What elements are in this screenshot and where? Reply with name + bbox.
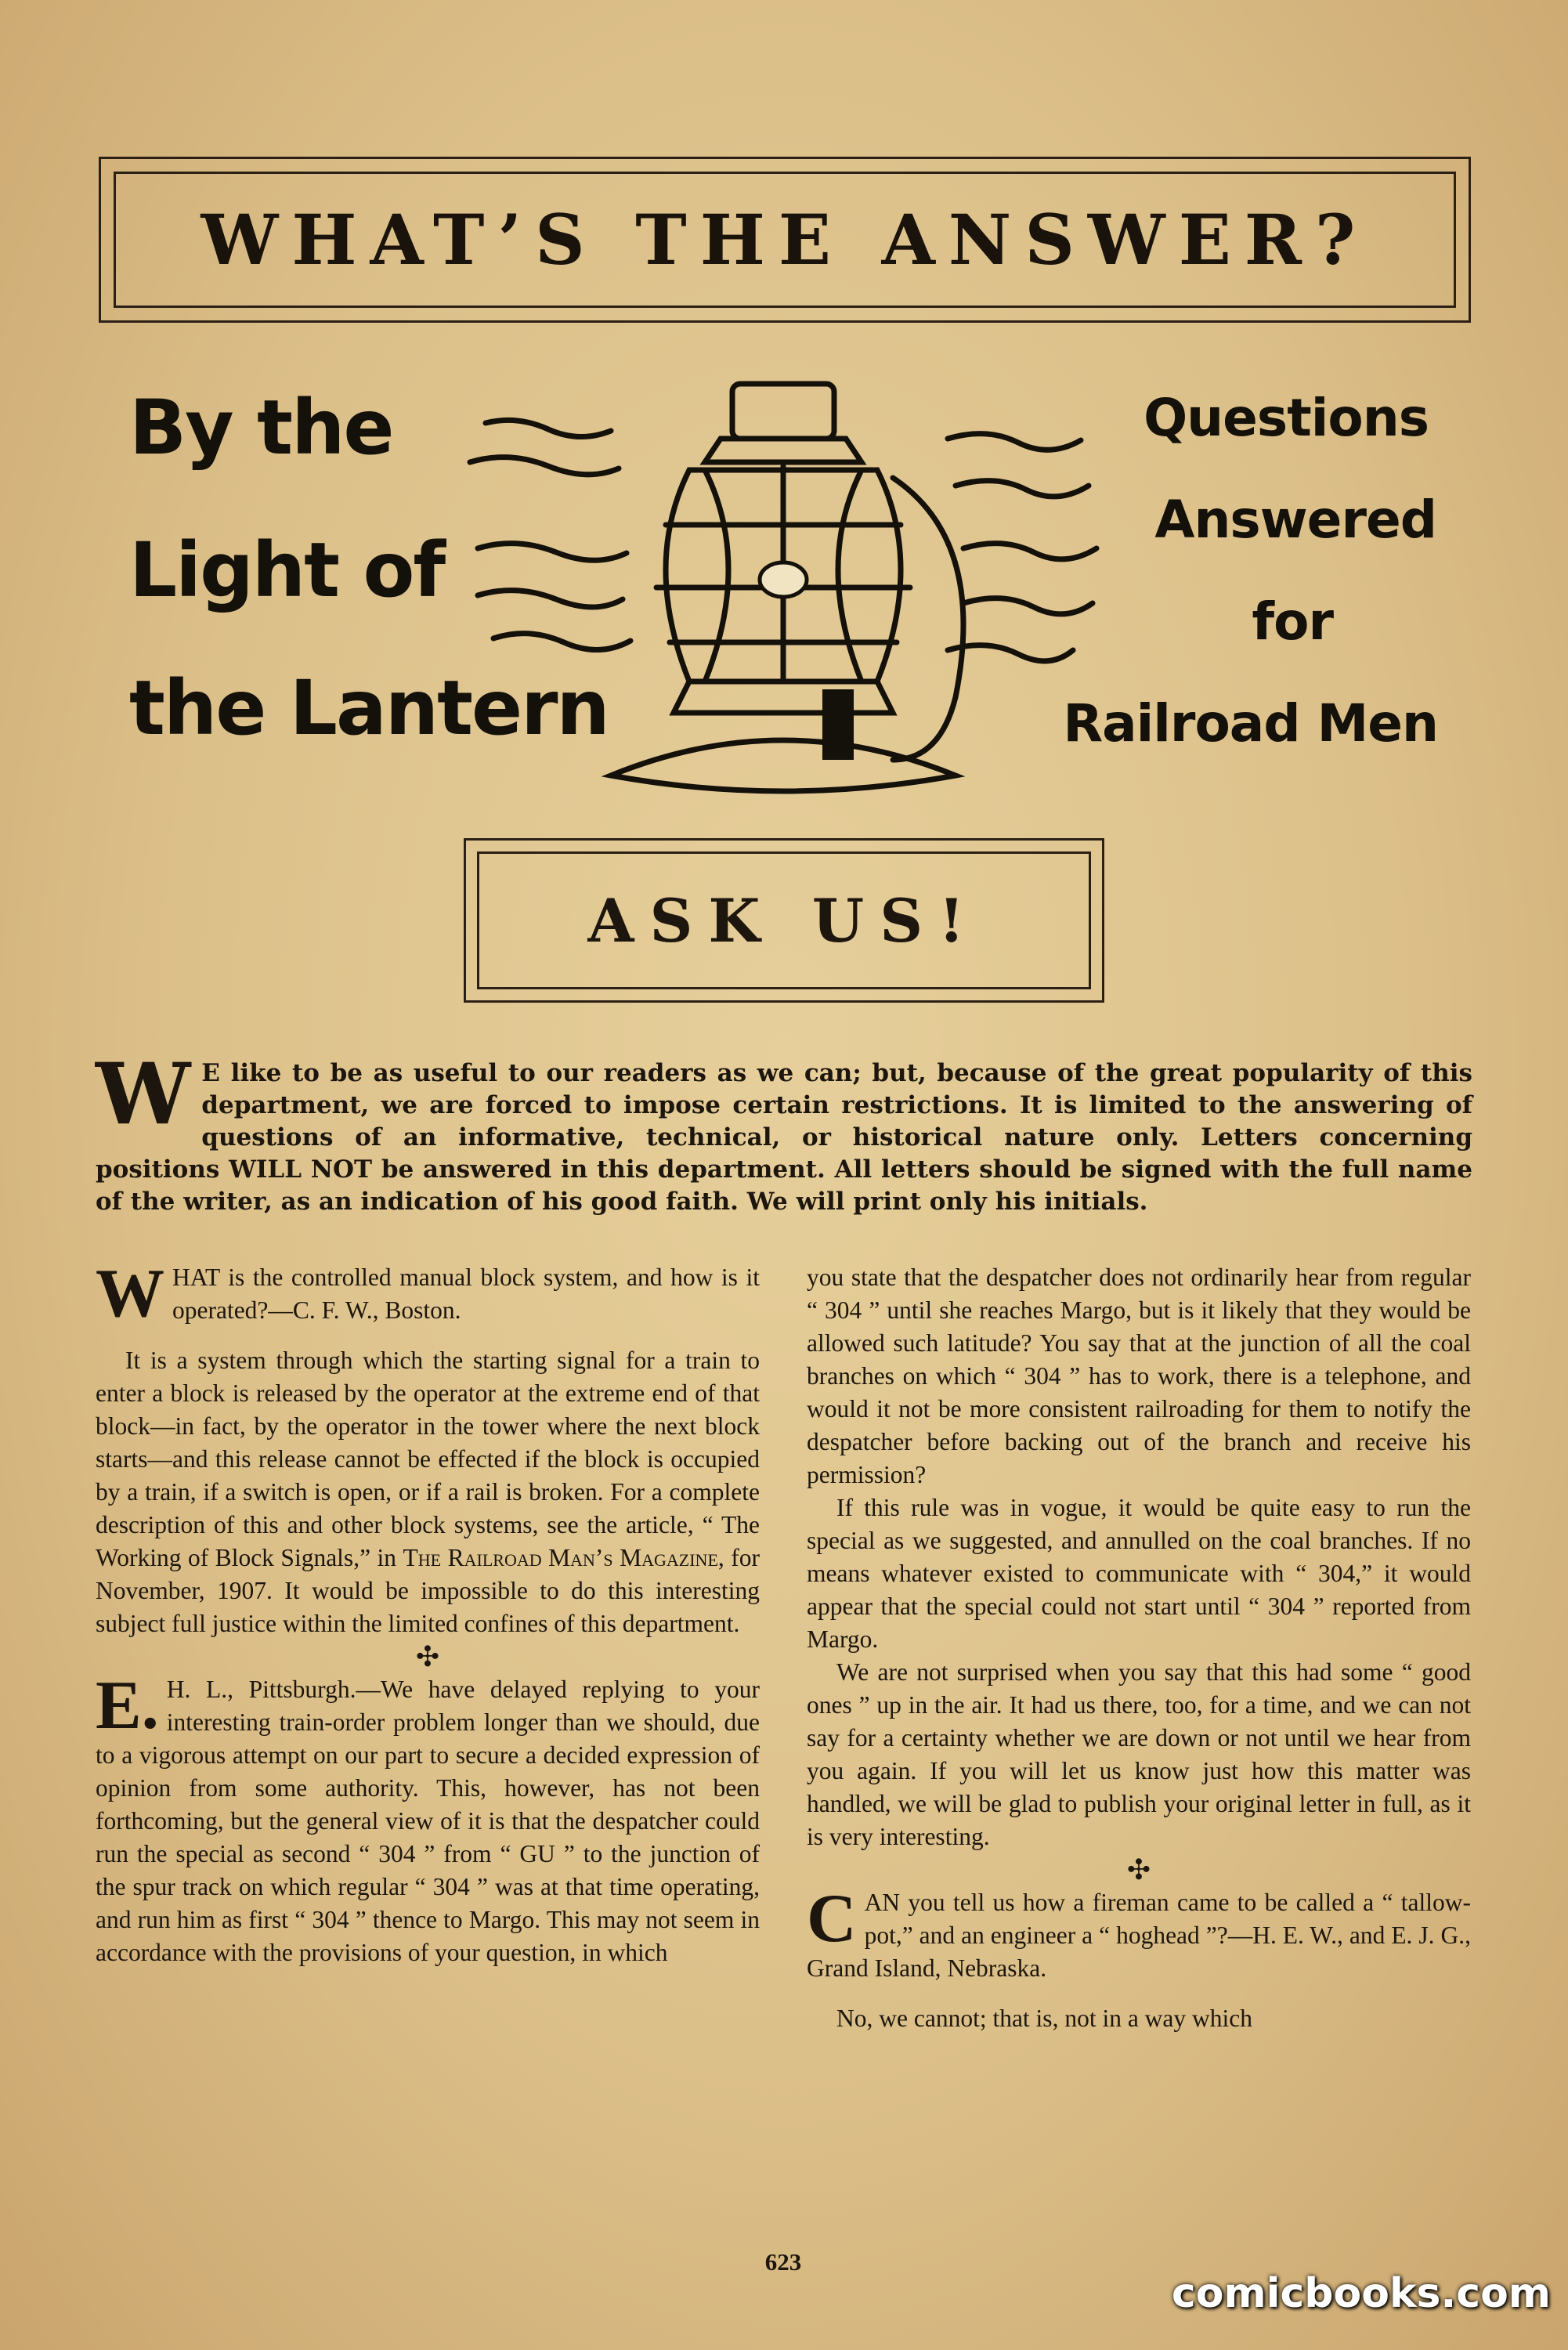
- magazine-name: The Railroad Man’s Magazine: [403, 1544, 718, 1571]
- question-2-text: H. L., Pittsburgh.—We have delayed replying to your interesting train-order problem longer than we should, due to a vigorous attempt on our part to secure a decided expression of opinion from some authority. This, however, has not been forthcoming, but the general view of it is that the despatcher could run the special as second “ 304 ” from “ GU ” to the junction of the spur track on which regular “ 304 ” was at that time operating, and run him as first “ 304 ” thence to Margo. This may not seem in accordance with the provisions of your question, in which: [96, 1676, 760, 1966]
- fleuron-ornament-icon: ✣: [1126, 1854, 1151, 1885]
- question-2: [96, 1668, 760, 1969]
- ask-us-heading: ASK US!: [587, 885, 981, 956]
- question-3: [807, 1881, 1471, 1985]
- title-box-inner: [114, 172, 1456, 308]
- intro-paragraph: [96, 1045, 1472, 1218]
- railroad-lantern-illustration: [454, 368, 1112, 807]
- banner-right-line-1: Questions: [1143, 388, 1429, 448]
- answer-3-start: No, we cannot; that is, not in a way which: [836, 2005, 1253, 2032]
- title-box: [99, 157, 1471, 323]
- left-column: [96, 1256, 760, 1969]
- banner-right-line-2: Answered: [1154, 490, 1436, 550]
- question-3-dropcap: C: [807, 1881, 857, 1957]
- banner-left-line-2: Light of: [129, 526, 445, 614]
- question-3-text: AN you tell us how a fireman came to be called a “ tallow-pot,” and an engineer a “ hoghead ”?—H. E. W., and E. J. G., Grand Island, Nebraska.: [807, 1889, 1471, 1982]
- intro-dropcap: W: [96, 1045, 191, 1144]
- right-paragraph-1: you state that the despatcher does not ordinarily hear from regular “ 304 ” until she reaches Margo, but is it likely that they would be allowed such latitude? You say that at the junction of all the coal branches on which “ 304 ” has to work, there is a telephone, and would it not be more consistent railroading for them to notify the despatcher before backing out of the branch and receive his permission?: [807, 1264, 1471, 1488]
- ask-us-box: [464, 838, 1104, 1003]
- banner-left-line-1: By the: [129, 384, 393, 472]
- banner-left-line-3: the Lantern: [129, 664, 609, 752]
- page-number: 623: [764, 2248, 802, 2276]
- question-2-dropcap: E.: [96, 1668, 159, 1744]
- right-column: [807, 1261, 1471, 2035]
- answer-1: [96, 1344, 760, 1640]
- answer-1-part-1: It is a system through which the starting signal for a train to enter a block is released by the operator at the extreme end of that block—in fact, by the operator in the tower where the next block starts—and this release cannot be effected if the block is occupied by a train, if a switch is open, or if a rail is broken. For a complete description of this and other block systems, see the article, “ The Working of Block Signals,” in: [96, 1347, 760, 1571]
- answer-1-part-2: , for November, 1907. It would be impossible to do this interesting subject full justice within the limited confines of this department.: [96, 1544, 760, 1637]
- right-paragraph-3: We are not surprised when you say that this had some “ good ones ” up in the air. It had us there, too, for a time, and we can not say for a certainty whether we are down or not until we hear from you again. If you will let us know just how this matter was handled, we will be glad to publish your original letter in full, as it is very interesting.: [807, 1658, 1471, 1850]
- watermark: comicbooks.com: [1171, 2270, 1551, 2317]
- intro-text: E like to be as useful to our readers as we can; but, because of the great popularity of this department, we are forced to impose certain restrictions. It is limited to the answering of questions of an informative, technical, or historical nature only. Letters concerning positions WILL NOT be answered in this department. All letters should be signed with the full name of the writer, as an indication of his good faith. We will print only his initials.: [96, 1059, 1472, 1216]
- question-1-text: HAT is the controlled manual block system, and how is it operated?—C. F. W., Boston.: [172, 1264, 760, 1324]
- question-1: [96, 1256, 760, 1332]
- fleuron-ornament-icon: ✣: [415, 1641, 440, 1672]
- question-1-dropcap: W: [96, 1256, 164, 1332]
- banner-right-line-4: Railroad Men: [1063, 693, 1438, 754]
- ask-us-box-inner: [477, 851, 1091, 989]
- right-paragraph-2: If this rule was in vogue, it would be quite easy to run the special as we suggested, and annulled on the coal branches. If no means whatever existed to communicate with “ 304,” it would appear that the special could not start until “ 304 ” reported from Margo.: [807, 1494, 1471, 1653]
- page-title: WHAT’S THE ANSWER?: [201, 199, 1369, 280]
- banner-right-line-3: for: [1252, 591, 1333, 652]
